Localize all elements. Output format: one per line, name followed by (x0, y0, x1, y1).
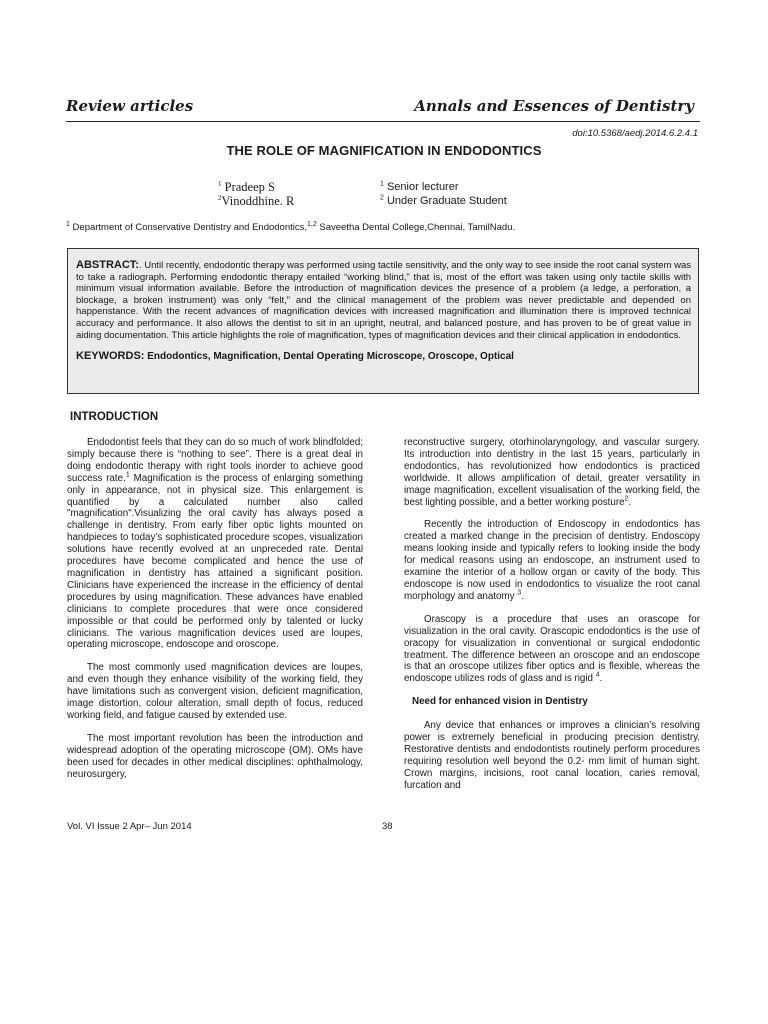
page-number: 38 (382, 821, 393, 832)
role-2-sup: 2 (380, 194, 384, 202)
abstract-box (67, 248, 699, 394)
paragraph-text: Orascopy is a procedure that uses an orascope for visualization in the oral cavity. Orascopic endodontics is the use of oracopy for visualization in conventional or surgical endodontic treatment. The difference between an oroscope and an endoscope is that an oroscope utilizes fiber optics and is flexible, whereas the endoscope utilizes rods of glass and is rigid (404, 613, 700, 685)
affiliation-sup-2: 1,2 (307, 220, 317, 228)
author-2-sup: 2 (218, 193, 222, 202)
article-title: THE ROLE OF MAGNIFICATION IN ENDODONTICS (226, 143, 542, 158)
left-column (67, 437, 363, 817)
paragraph-text: Magnification is the process of enlarging something only in appearance, not in physical size. This enlargement is quantified by a calculated number also called "magnification".Visualizing the oral cavity has always posed a challenge in dentistry. From early fiber optic lights mounted on handpieces to today’s sophisticated procedure scopes, visualization solutions have recently evolved at an unpreceded rate. Dental procedures have become complicated and hence the use of magnification in dentistry has attained a significant position. Clinicians have experienced the increase in the efficiency of dental procedures by using magnification. These advances have enabled clinicians to complete procedures that were once considered impossible or that could be performed only by talented or lucky clinicians. The various magnification devices used are loupes, operating microscope, endoscope and oroscope. (67, 472, 363, 651)
paragraph (67, 437, 363, 651)
header-rule (66, 121, 700, 122)
abstract-label: ABSTRACT: (76, 259, 139, 271)
citation-sup: 1 (125, 471, 130, 479)
role-2 (380, 194, 507, 208)
affiliation (66, 222, 515, 233)
author-2 (218, 194, 294, 208)
citation-sup: 2 (624, 495, 629, 503)
affiliation-text-1: Department of Conservative Dentistry and Endodontics, (72, 222, 307, 233)
abstract-text: . Until recently, endodontic therapy was performed using tactile sensitivity, and the only way to see inside the root canal system was to take a radiograph. Performing endodontic therapy entailed “working blind,” that is, most of the effort was taken using only tactile skills with minimum visual information available. Before the introduction of magnification devices the presence of a problem (a ledge, a perforation, a blockage, a broken instrument) was only “felt,” and the clinical management of the problem was never predictable and depended on happenstance. With the recent advances of magnification devices with increased magnification and illumination there is improved technical accuracy and performance. It also allows the dentist to sit in an upright, neutral, and balanced posture, and has proven to be of great value in aiding documentation. This article highlights the role of magnification, types of magnification devices and their clinical application in endodontics. (76, 260, 691, 341)
keywords-label: KEYWORDS: (76, 350, 145, 363)
footer-volume: Vol. VI Issue 2 Apr– Jun 2014 (67, 821, 192, 832)
subsection-heading: Need for enhanced vision in Dentistry (412, 696, 588, 708)
paragraph (404, 614, 700, 685)
role-1 (380, 180, 459, 194)
paragraph: The most commonly used magnification devices are loupes, and even though they enhance visibility of the working field, they have limitations such as convergent vision, deficient magnification, image distortion, colour alteration, small depth of focus, reduced working field, and fatigue caused by extended use. (67, 662, 363, 721)
abstract (76, 260, 691, 341)
author-1-name: Pradeep S (224, 180, 275, 194)
paragraph (404, 437, 700, 508)
citation-sup: 3 (517, 589, 522, 597)
doi: doi:10.5368/aedj.2014.6.2.4.1 (572, 128, 698, 139)
role-2-text: Under Graduate Student (386, 195, 507, 207)
role-1-sup: 1 (380, 180, 384, 188)
keywords-text: Endodontics, Magnification, Dental Operating Microscope, Oroscope, Optical (147, 351, 514, 363)
affiliation-sup-1: 1 (66, 220, 70, 228)
role-1-text: Senior lecturer (386, 181, 459, 193)
paragraph-text: Endodontist feels that they can do so much of work blindfolded; simply because there is “nothing to see”. There is a great deal in doing endodontic therapy with right tools inorder to achieve good success rate. (67, 437, 363, 484)
right-column (404, 437, 700, 817)
citation-sup: 4 (595, 672, 600, 680)
section-heading-introduction: INTRODUCTION (70, 411, 159, 423)
paragraph: Any device that enhances or improves a clinician’s resolving power is extremely beneficial in producing precision dentistry. Restorative dentists and endodontists routinely perform procedures requiring resolution well beyond the 0.2- mm limit of human sight. Crown margins, incisions, root canal location, caries removal, furcation and (404, 720, 700, 791)
paragraph-text: reconstructive surgery, otorhinolaryngology, and vascular surgery. Its introduction into dentistry in the last 15 years, particularly in endodontics, has revolutionized how endodontics is practiced worldwide. It allows amplification of detail, greater versatility in image magnification, excellent visualisation of the working field, the best lighting possible, and a better working posture (404, 437, 700, 508)
author-1 (218, 180, 275, 194)
journal-name: Annals and Essences of Dentistry (414, 97, 694, 115)
paragraph-text: Recently the introduction of Endoscopy in endodontics has created a marked change in the precision of dentistry. Endoscopy means looking inside and typically refers to looking inside the body for medical reasons using an endoscope, an instrument used to examine the interior of a hollow organ or cavity of the body. This endoscope is now used in endodontics to visualize the root canal morphology and anatomy (404, 519, 700, 602)
paragraph-text: . (521, 590, 524, 602)
affiliation-text-2: Saveetha Dental College,Chennai, TamilNadu. (319, 222, 516, 233)
paragraph (404, 519, 700, 602)
paragraph-text: . (599, 673, 603, 685)
author-2-name: Vinoddhine. R (221, 194, 295, 208)
paragraph: The most important revolution has been the introduction and widespread adoption of the operating microscope (OM). OMs have been used for decades in other medical disciplines: ophthalmology, neurosurgery, (67, 732, 363, 780)
author-1-sup: 1 (218, 179, 222, 188)
journal-section-label: Review articles (66, 97, 194, 115)
paragraph-text: . (628, 496, 632, 508)
keywords (76, 350, 691, 362)
